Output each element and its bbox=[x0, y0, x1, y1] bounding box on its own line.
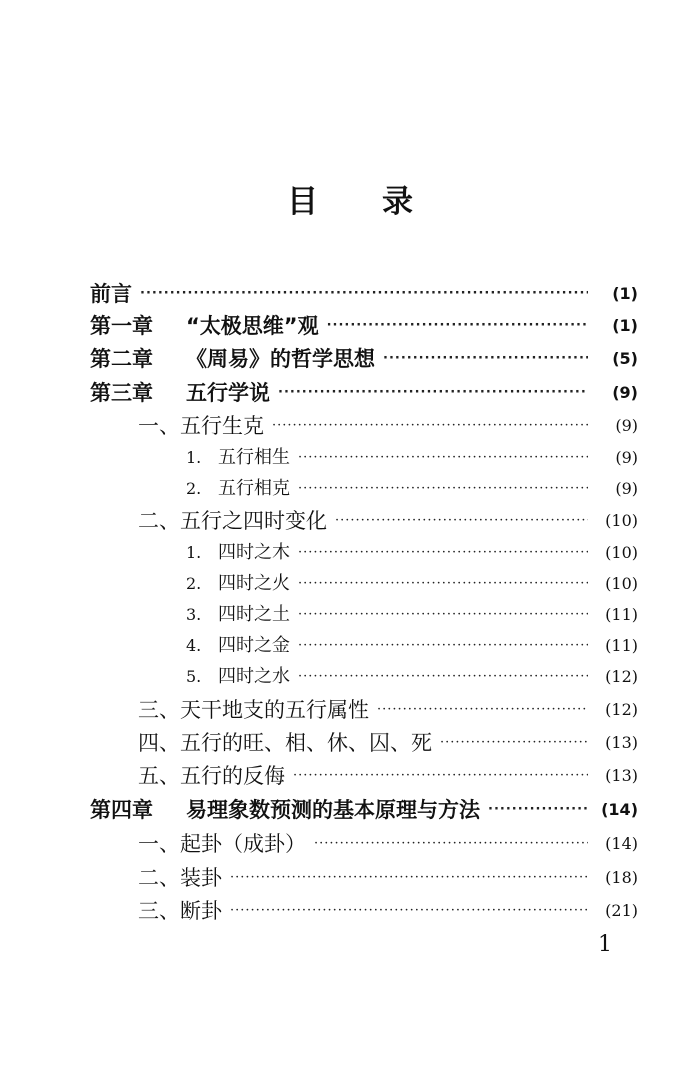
page-ref: (9) bbox=[615, 448, 638, 467]
page-ref: (9) bbox=[612, 383, 638, 402]
page-ref: (1) bbox=[612, 284, 638, 303]
entry-title: 五行相克 bbox=[218, 478, 290, 499]
page-title bbox=[0, 176, 700, 221]
page-ref: (9) bbox=[615, 479, 638, 498]
leader-dots bbox=[298, 538, 588, 568]
toc-entry-section[interactable] bbox=[138, 728, 638, 758]
toc-entry-chapter-1[interactable] bbox=[90, 311, 638, 341]
toc-entry-section[interactable] bbox=[138, 411, 638, 441]
toc-entry-preface[interactable] bbox=[90, 279, 638, 309]
entry-title: 四时之土 bbox=[218, 604, 290, 625]
leader-dots bbox=[440, 728, 588, 758]
entry-title: 二、装卦 bbox=[138, 866, 222, 890]
leader-dots bbox=[377, 695, 588, 725]
title-char-1: 目 bbox=[287, 184, 318, 220]
toc-entry-subsection[interactable] bbox=[186, 569, 638, 599]
chapter-label: 第二章 bbox=[90, 347, 153, 371]
title-char-2: 录 bbox=[382, 184, 413, 220]
toc-entry-subsection[interactable] bbox=[186, 538, 638, 568]
leader-dots bbox=[335, 506, 588, 536]
toc-entry-section[interactable] bbox=[138, 829, 638, 859]
page-ref: (9) bbox=[615, 416, 638, 435]
page-ref: (11) bbox=[605, 605, 638, 624]
leader-dots bbox=[230, 896, 588, 926]
leader-dots bbox=[383, 344, 588, 374]
entry-title: 四时之金 bbox=[218, 635, 290, 656]
toc-entry-section[interactable] bbox=[138, 761, 638, 791]
entry-title: 二、五行之四时变化 bbox=[138, 509, 327, 533]
leader-dots bbox=[278, 378, 588, 408]
entry-title: 五、五行的反侮 bbox=[138, 764, 285, 788]
leader-dots bbox=[298, 631, 588, 661]
chapter-label: 第四章 bbox=[90, 798, 153, 822]
page-ref: (14) bbox=[605, 834, 638, 853]
leader-dots bbox=[298, 443, 588, 473]
entry-number: 1. bbox=[186, 448, 202, 467]
entry-title: 四时之水 bbox=[218, 666, 290, 687]
leader-dots bbox=[298, 569, 588, 599]
entry-title: 一、起卦（成卦） bbox=[138, 832, 306, 856]
entry-title: 《周易》的哲学思想 bbox=[186, 347, 375, 371]
toc-entry-section[interactable] bbox=[138, 695, 638, 725]
leader-dots bbox=[140, 279, 588, 309]
toc-entry-subsection[interactable] bbox=[186, 662, 638, 692]
leader-dots bbox=[298, 600, 588, 630]
page-ref: (10) bbox=[605, 543, 638, 562]
page-ref: (18) bbox=[605, 868, 638, 887]
page-number: 1 bbox=[598, 932, 612, 957]
toc-entry-subsection[interactable] bbox=[186, 631, 638, 661]
entry-title: 一、五行生克 bbox=[138, 414, 264, 438]
page-ref: (21) bbox=[605, 901, 638, 920]
leader-dots bbox=[230, 863, 588, 893]
page-ref: (11) bbox=[605, 636, 638, 655]
leader-dots bbox=[488, 795, 588, 825]
page-ref: (10) bbox=[605, 511, 638, 530]
toc-entry-section[interactable] bbox=[138, 506, 638, 536]
leader-dots bbox=[298, 662, 588, 692]
leader-dots bbox=[327, 311, 588, 341]
entry-title: 三、断卦 bbox=[138, 899, 222, 923]
page-ref: (12) bbox=[605, 667, 638, 686]
entry-number: 3. bbox=[186, 605, 202, 624]
page-ref: (14) bbox=[601, 800, 638, 819]
entry-number: 2. bbox=[186, 574, 202, 593]
page-ref: (5) bbox=[612, 349, 638, 368]
entry-title: 易理象数预测的基本原理与方法 bbox=[186, 798, 480, 822]
entry-number: 1. bbox=[186, 543, 202, 562]
page-ref: (13) bbox=[605, 733, 638, 752]
leader-dots bbox=[293, 761, 588, 791]
entry-title: 四时之火 bbox=[218, 573, 290, 594]
entry-number: 2. bbox=[186, 479, 202, 498]
page-ref: (13) bbox=[605, 766, 638, 785]
toc-entry-chapter-2[interactable] bbox=[90, 344, 638, 374]
entry-title: 四、五行的旺、相、休、囚、死 bbox=[138, 731, 432, 755]
chapter-label: 第三章 bbox=[90, 381, 153, 405]
page-ref: (1) bbox=[612, 316, 638, 335]
entry-title: “太极思维”观 bbox=[186, 314, 319, 338]
entry-number: 4. bbox=[186, 636, 202, 655]
toc-entry-subsection[interactable] bbox=[186, 443, 638, 473]
page-ref: (12) bbox=[605, 700, 638, 719]
toc-entry-chapter-3[interactable] bbox=[90, 378, 638, 408]
page-ref: (10) bbox=[605, 574, 638, 593]
entry-title: 四时之木 bbox=[218, 542, 290, 563]
chapter-label: 第一章 bbox=[90, 314, 153, 338]
entry-title: 三、天干地支的五行属性 bbox=[138, 698, 369, 722]
toc-entry-chapter-4[interactable] bbox=[90, 795, 638, 825]
toc-entry-section[interactable] bbox=[138, 863, 638, 893]
toc-entry-subsection[interactable] bbox=[186, 474, 638, 504]
leader-dots bbox=[272, 411, 588, 441]
leader-dots bbox=[298, 474, 588, 504]
entry-title: 五行学说 bbox=[186, 381, 270, 405]
toc-entry-section[interactable] bbox=[138, 896, 638, 926]
entry-number: 5. bbox=[186, 667, 202, 686]
chapter-label: 前言 bbox=[90, 282, 132, 306]
entry-title: 五行相生 bbox=[218, 447, 290, 468]
leader-dots bbox=[314, 829, 588, 859]
toc-entry-subsection[interactable] bbox=[186, 600, 638, 630]
